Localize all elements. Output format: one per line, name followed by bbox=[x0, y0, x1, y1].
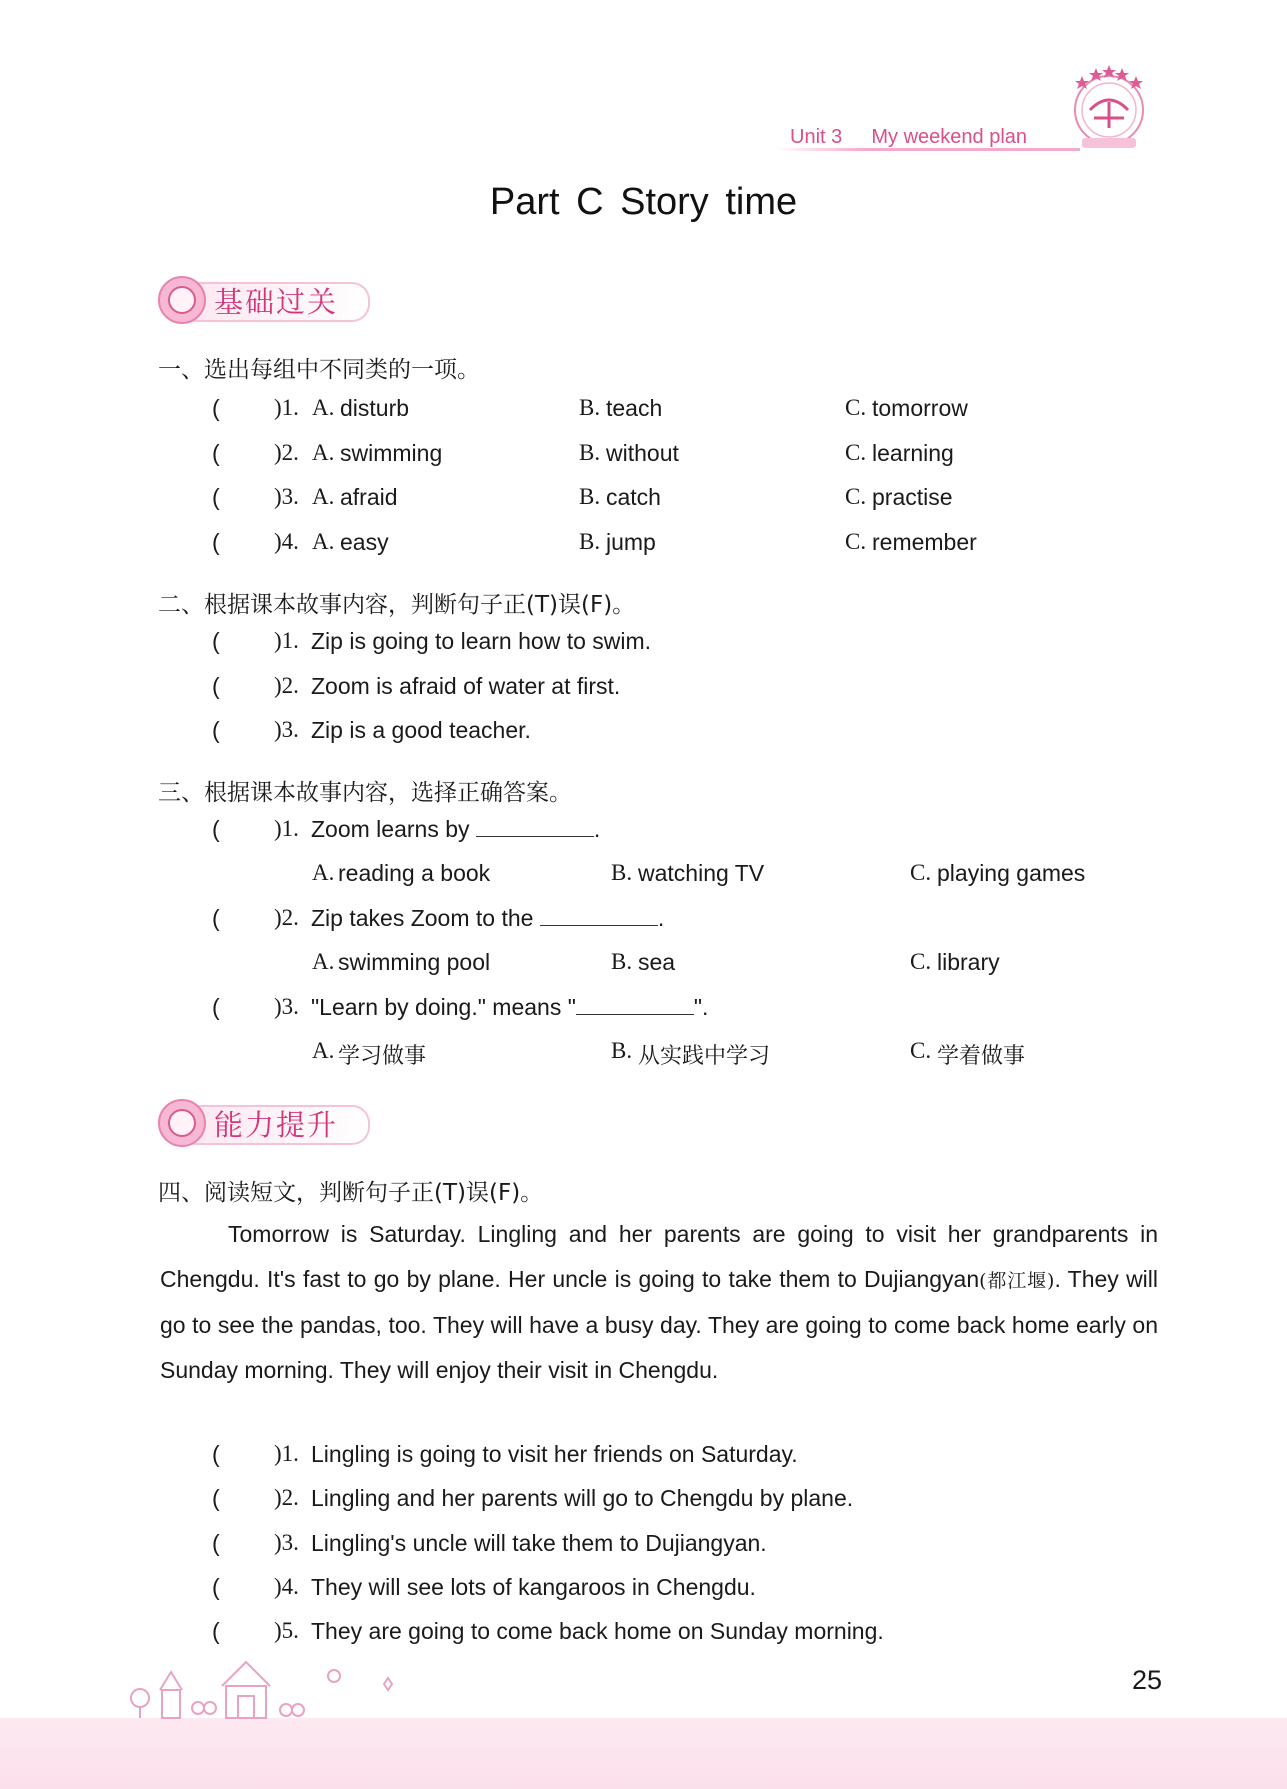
answer-paren[interactable]: ( bbox=[212, 994, 220, 1020]
answer-paren[interactable]: ( bbox=[212, 1530, 220, 1556]
option-a: easy bbox=[340, 529, 389, 555]
option-b: teach bbox=[606, 395, 663, 421]
option-c-label: C. bbox=[910, 860, 932, 885]
option-b: catch bbox=[606, 484, 661, 510]
answer-blank[interactable] bbox=[540, 907, 658, 926]
item-number: )3. bbox=[274, 994, 299, 1019]
answer-blank[interactable] bbox=[476, 818, 594, 837]
publisher-logo-icon bbox=[1068, 62, 1150, 154]
option-c: library bbox=[937, 949, 1000, 975]
question bbox=[311, 905, 664, 932]
page-title: Part C Story time bbox=[489, 181, 798, 223]
option-c: practise bbox=[872, 484, 953, 510]
statement: Zip is going to learn how to swim. bbox=[311, 628, 652, 654]
passage-text: . They will go to see the pandas, too. They will have a busy day. They are going to come back home early on Sunday morning. They will enjoy their visit in Chengdu. bbox=[160, 1265, 1159, 1383]
answer-paren[interactable]: ( bbox=[212, 905, 220, 931]
option-a-label: A. bbox=[312, 529, 335, 554]
option-c-label: C. bbox=[845, 529, 867, 554]
footer-band bbox=[0, 1718, 1287, 1789]
option-c-label: C. bbox=[910, 1038, 932, 1063]
statement: Zip is a good teacher. bbox=[311, 717, 531, 743]
option-c-label: C. bbox=[845, 395, 867, 420]
question-text: Zoom learns by bbox=[311, 816, 476, 842]
running-header bbox=[790, 126, 1027, 149]
header-unit: Unit 3 bbox=[790, 126, 843, 148]
option-b-label: B. bbox=[611, 860, 633, 885]
page-number: 25 bbox=[1132, 1665, 1163, 1695]
reading-passage bbox=[160, 1212, 1158, 1392]
answer-paren[interactable]: ( bbox=[212, 628, 220, 654]
question bbox=[311, 994, 708, 1021]
option-b-label: B. bbox=[579, 484, 601, 509]
item-number: )3. bbox=[274, 717, 299, 742]
question-text: "Learn by doing." means " bbox=[311, 994, 576, 1020]
answer-paren[interactable]: ( bbox=[212, 440, 220, 466]
option-b-label: B. bbox=[579, 395, 601, 420]
item-number: )3. bbox=[274, 484, 299, 509]
option-a: afraid bbox=[340, 484, 398, 510]
section4-heading: 四、阅读短文，判断句子正(T)误(F)。 bbox=[158, 1180, 544, 1206]
statement: Lingling's uncle will take them to Dujiangyan. bbox=[311, 1530, 767, 1556]
section3-heading: 三、根据课本故事内容，选择正确答案。 bbox=[158, 780, 572, 806]
option-a: 学习做事 bbox=[338, 1043, 427, 1068]
option-b: without bbox=[606, 440, 679, 466]
item-number: )2. bbox=[274, 1485, 299, 1510]
item-number: )1. bbox=[274, 816, 299, 841]
answer-paren[interactable]: ( bbox=[212, 1441, 220, 1467]
answer-paren[interactable]: ( bbox=[212, 717, 220, 743]
header-rule bbox=[775, 148, 1080, 151]
answer-paren[interactable]: ( bbox=[212, 484, 220, 510]
answer-paren[interactable]: ( bbox=[212, 1485, 220, 1511]
question-end: . bbox=[657, 905, 665, 931]
option-b: watching TV bbox=[638, 860, 765, 886]
answer-blank[interactable] bbox=[576, 996, 694, 1015]
statement: Lingling is going to visit her friends on Saturday. bbox=[311, 1441, 798, 1467]
question bbox=[311, 816, 600, 843]
item-number: )3. bbox=[274, 1530, 299, 1555]
item-number: )4. bbox=[274, 1574, 299, 1599]
option-b-label: B. bbox=[611, 949, 633, 974]
option-a: reading a book bbox=[338, 860, 491, 886]
option-a: disturb bbox=[340, 395, 410, 421]
option-a-label: A. bbox=[312, 1038, 335, 1063]
item-number: )2. bbox=[274, 440, 299, 465]
passage-chinese-gloss: (都江堰) bbox=[979, 1269, 1055, 1292]
section-badge-basic bbox=[158, 272, 378, 324]
passage-text: Tomorrow is Saturday. Lingling and her parents are going to visit her grandparents in Chengdu. It's fast to go by plane. Her uncle is going to take them to Dujiangyan bbox=[160, 1221, 1158, 1292]
badge-label: 基础过关 bbox=[214, 285, 339, 319]
option-b-label: B. bbox=[579, 529, 601, 554]
option-c: tomorrow bbox=[872, 395, 968, 421]
item-number: )4. bbox=[274, 529, 299, 554]
section2-heading: 二、根据课本故事内容，判断句子正(T)误(F)。 bbox=[158, 592, 636, 618]
item-number: )1. bbox=[274, 395, 299, 420]
item-number: )2. bbox=[274, 905, 299, 930]
answer-paren[interactable]: ( bbox=[212, 1618, 220, 1644]
option-c-label: C. bbox=[845, 440, 867, 465]
option-a-label: A. bbox=[312, 860, 335, 885]
option-c: learning bbox=[872, 440, 954, 466]
option-a: swimming pool bbox=[338, 949, 491, 975]
option-b: jump bbox=[606, 529, 656, 555]
item-number: )5. bbox=[274, 1618, 299, 1643]
section-badge-ability bbox=[158, 1095, 378, 1147]
statement: Lingling and her parents will go to Chengdu by plane. bbox=[311, 1485, 854, 1511]
answer-paren[interactable]: ( bbox=[212, 1574, 220, 1600]
option-a: swimming bbox=[340, 440, 443, 466]
option-a-label: A. bbox=[312, 440, 335, 465]
statement: They are going to come back home on Sunday morning. bbox=[311, 1618, 884, 1644]
option-c: playing games bbox=[937, 860, 1086, 886]
item-number: )1. bbox=[274, 1441, 299, 1466]
option-b-label: B. bbox=[579, 440, 601, 465]
answer-paren[interactable]: ( bbox=[212, 816, 220, 842]
option-a-label: A. bbox=[312, 395, 335, 420]
option-a-label: A. bbox=[312, 484, 335, 509]
question-text: Zip takes Zoom to the bbox=[311, 905, 540, 931]
badge-label: 能力提升 bbox=[214, 1108, 339, 1142]
answer-paren[interactable]: ( bbox=[212, 529, 220, 555]
option-b: 从实践中学习 bbox=[638, 1043, 771, 1068]
option-c: remember bbox=[872, 529, 977, 555]
option-c-label: C. bbox=[845, 484, 867, 509]
statement: Zoom is afraid of water at first. bbox=[311, 673, 621, 699]
question-end: ". bbox=[693, 994, 709, 1020]
answer-paren[interactable]: ( bbox=[212, 395, 220, 421]
item-number: )2. bbox=[274, 673, 299, 698]
option-c-label: C. bbox=[910, 949, 932, 974]
section1-heading: 一、选出每组中不同类的一项。 bbox=[158, 357, 480, 383]
item-number: )1. bbox=[274, 628, 299, 653]
header-title: My weekend plan bbox=[871, 126, 1028, 148]
option-b-label: B. bbox=[611, 1038, 633, 1063]
option-b: sea bbox=[638, 949, 676, 975]
option-c: 学着做事 bbox=[937, 1043, 1026, 1068]
question-end: . bbox=[593, 816, 601, 842]
answer-paren[interactable]: ( bbox=[212, 673, 220, 699]
castle-decoration-icon bbox=[122, 1650, 402, 1720]
statement: They will see lots of kangaroos in Chengdu. bbox=[311, 1574, 756, 1600]
option-a-label: A. bbox=[312, 949, 335, 974]
